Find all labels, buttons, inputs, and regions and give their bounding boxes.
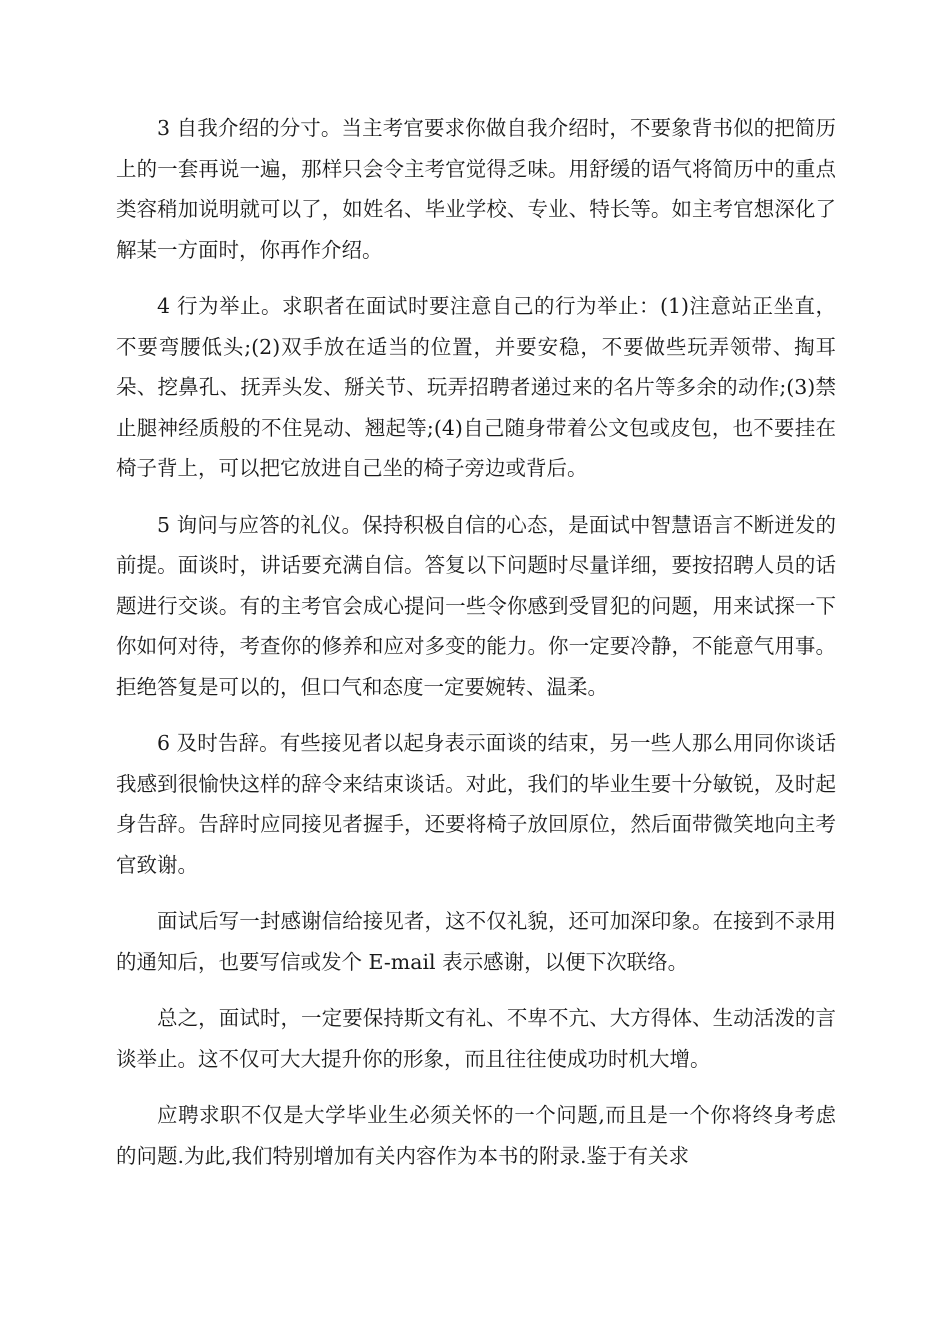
- paragraph-appendix-note: 应聘求职不仅是大学毕业生必须关怀的一个问题,而且是一个你将终身考虑的问题.为此,我们特别增加有关内容作为本书的附录.鉴于有关求: [116, 1103, 836, 1168]
- paragraph-self-introduction: 3 自我介绍的分寸。当主考官要求你做自我介绍时，不要象背书似的把简历上的一套再说一遍，那样只会令主考官觉得乏味。用舒缓的语气将简历中的重点类容稍加说明就可以了，如姓名、毕业学校、专业、特长等。如主考官想深化了解某一方面时，你再作介绍。: [116, 116, 836, 262]
- paragraph-farewell: 6 及时告辞。有些接见者以起身表示面谈的结束，另一些人那么用同你谈话我感到很愉快这样的辞令来结束谈话。对此，我们的毕业生要十分敏锐，及时起身告辞。告辞时应同接见者握手，还要将椅子放回原位，然后面带微笑地向主考官致谢。: [116, 731, 836, 877]
- paragraph-summary: 总之，面试时，一定要保持斯文有礼、不卑不亢、大方得体、生动活泼的言谈举止。这不仅可大大提升你的形象，而且往往使成功时机大增。: [116, 1006, 836, 1071]
- document-body: [116, 108, 836, 1192]
- paragraph-thank-you-letter: 面试后写一封感谢信给接见者，这不仅礼貌，还可加深印象。在接到不录用的通知后，也要写信或发个 E-mail 表示感谢，以便下次联络。: [116, 909, 836, 974]
- paragraph-behavior: 4 行为举止。求职者在面试时要注意自己的行为举止：(1)注意站正坐直，不要弯腰低头;(2)双手放在适当的位置，并要安稳，不要做些玩弄领带、掏耳朵、挖鼻孔、抚弄头发、掰关节、玩弄招聘者递过来的名片等多余的动作;(3)禁止腿神经质般的不住晃动、翘起等;(4)自己随身带着公文包或皮包，也不要挂在椅子背上，可以把它放进自己坐的椅子旁边或背后。: [116, 294, 836, 480]
- paragraph-question-answer: 5 询问与应答的礼仪。保持积极自信的心态，是面试中智慧语言不断迸发的前提。面谈时，讲话要充满自信。答复以下问题时尽量详细，要按招聘人员的话题进行交谈。有的主考官会成心提问一些令你感到受冒犯的问题，用来试探一下你如何对待，考查你的修养和应对多变的能力。你一定要冷静，不能意气用事。拒绝答复是可以的，但口气和态度一定要婉转、温柔。: [116, 512, 836, 699]
